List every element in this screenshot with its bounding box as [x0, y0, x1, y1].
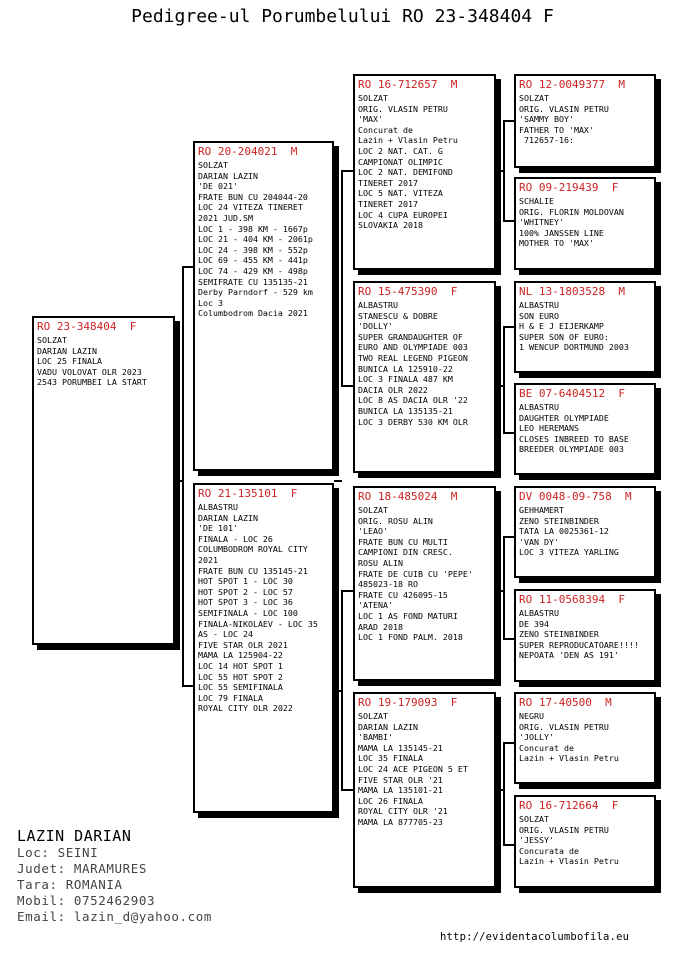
pigeon-detail-line: BUNICA LA 125910-22: [358, 363, 453, 374]
pigeon-detail-line: LOC 79 FINALA: [198, 692, 263, 703]
pigeon-detail-line: Concurat de: [358, 124, 413, 135]
pigeon-detail-line: SOLZAT: [519, 814, 549, 824]
pigeon-detail-line: FRATE BUN CU 204044-20: [198, 191, 308, 202]
ring-number: RO 16-712664 F: [519, 799, 619, 812]
pigeon-detail-line: 100% JANSSEN LINE: [519, 227, 604, 238]
ring-number: RO 19-179093 F: [358, 696, 458, 709]
ring-number: DV 0048-09-758 M: [519, 490, 632, 503]
pigeon-detail-line: SUPER GRANDAUGHTER OF: [358, 331, 463, 342]
pigeon-detail-line: SUPER SON OF EURO:: [519, 331, 609, 342]
pigeon-detail-line: SCHALIE: [519, 196, 554, 206]
ring-number: RO 15-475390 F: [358, 285, 458, 298]
pigeon-card-main[interactable]: [32, 316, 175, 645]
ring-number: RO 23-348404 F: [37, 320, 137, 333]
pigeon-detail-line: SOLZAT: [358, 711, 388, 721]
pigeon-detail-line: Concurata de: [519, 845, 579, 856]
pigeon-detail-line: FIVE STAR OLR 2021: [198, 639, 288, 650]
pigeon-detail-line: SOLZAT: [37, 335, 67, 345]
pigeon-detail-line: LOC 24 ACE PIGEON 5 ET: [358, 763, 468, 774]
pigeon-detail-line: LOC 2 NAT. CAT. G: [358, 145, 443, 156]
pigeon-detail-line: LOC 5 NAT. VITEZA: [358, 188, 443, 199]
pigeon-detail-line: MAMA LA 135101-21: [358, 785, 443, 796]
pigeon-detail-line: TATA LA 0025361-12: [519, 526, 609, 537]
pigeon-detail-line: 2021: [198, 554, 218, 565]
ring-number: RO 20-204021 M: [198, 145, 298, 158]
pigeon-detail-line: DARIAN LAZIN: [37, 345, 97, 356]
pigeon-detail-line: SOLZAT: [198, 160, 228, 170]
pigeon-detail-line: FRATE BUN CU MULTI: [358, 536, 448, 547]
pigeon-detail-line: HOT SPOT 1 - LOC 30: [198, 576, 293, 587]
pigeon-detail-line: LOC 14 HOT SPOT 1: [198, 660, 283, 671]
pigeon-detail-line: 485023-18 RO: [358, 579, 418, 590]
pigeon-card-sire-dam-sire[interactable]: [514, 281, 656, 373]
pigeon-detail-line: ALBASTRU: [519, 300, 559, 310]
pigeon-card-sire[interactable]: [193, 141, 334, 471]
ring-number: RO 21-135101 F: [198, 487, 298, 500]
pigeon-detail-line: 2021 JUD.SM: [198, 212, 253, 223]
pigeon-detail-line: FIVE STAR OLR '21: [358, 774, 443, 785]
pigeon-detail-line: CAMPIONI DIN CRESC.: [358, 547, 453, 558]
pigeon-card-dam[interactable]: [193, 483, 334, 813]
pigeon-card-dam-dam-sire[interactable]: [514, 692, 656, 784]
pigeon-detail-line: COLUMBODROM ROYAL CITY: [198, 544, 308, 555]
owner-county: Judet: MARAMURES: [17, 861, 148, 876]
pigeon-detail-line: TINERET 2017: [358, 177, 418, 188]
pigeon-detail-line: 'WHITNEY': [519, 217, 564, 228]
owner-location: Loc: SEINI: [17, 845, 99, 860]
pigeon-detail-line: 'JOLLY': [519, 732, 554, 743]
pigeon-detail-line: TINERET 2017: [358, 198, 418, 209]
pigeon-detail-line: ROYAL CITY OLR 2022: [198, 703, 293, 714]
pigeon-card-sire-sire[interactable]: [353, 74, 496, 270]
pigeon-detail-line: FATHER TO 'MAX': [519, 124, 594, 135]
pigeon-detail-line: ORIG. ROSU ALIN: [358, 515, 433, 526]
pigeon-detail-line: SOLZAT: [358, 505, 388, 515]
pigeon-card-sire-dam[interactable]: [353, 281, 496, 473]
pigeon-detail-line: LOC 25 FINALA: [37, 356, 102, 367]
pigeon-detail-line: EURO AND OLYMPIADE 003: [358, 342, 468, 353]
pigeon-detail-line: MAMA LA 135145-21: [358, 742, 443, 753]
ring-number: NL 13-1803528 M: [519, 285, 625, 298]
pigeon-detail-line: LOC 1 - 398 KM - 1667p: [198, 223, 308, 234]
pigeon-detail-line: Loc 3: [198, 297, 223, 308]
pigeon-detail-line: DARIAN LAZIN: [198, 170, 258, 181]
pigeon-detail-line: SOLZAT: [519, 93, 549, 103]
pigeon-detail-line: SUPER REPRODUCATOARE!!!!: [519, 639, 639, 650]
pigeon-detail-line: 'LEAO': [358, 526, 388, 537]
pigeon-detail-line: LOC 8 AS DACIA OLR '22: [358, 395, 468, 406]
pigeon-detail-line: 'MAX': [358, 114, 383, 125]
pigeon-card-sire-sire-sire[interactable]: [514, 74, 656, 168]
pigeon-detail-line: LOC 55 SEMIFINALA: [198, 682, 283, 693]
pigeon-detail-line: ORIG. VLASIN PETRU: [519, 824, 609, 835]
pigeon-detail-line: 1 WENCUP DORTMUND 2003: [519, 342, 629, 353]
pigeon-detail-line: HOT SPOT 3 - LOC 36: [198, 597, 293, 608]
pigeon-detail-line: Derby Parndorf - 529 km: [198, 287, 313, 298]
pigeon-detail-line: 'BAMBI': [358, 732, 393, 743]
ring-number: BE 07-6404512 F: [519, 387, 625, 400]
pigeon-card-dam-sire-dam[interactable]: [514, 589, 656, 682]
pigeon-detail-line: AS - LOC 24: [198, 629, 253, 640]
pigeon-detail-line: 'DE 021': [198, 181, 238, 192]
pigeon-detail-line: 'DOLLY': [358, 321, 393, 332]
pigeon-detail-line: 2543 PORUMBEI LA START: [37, 377, 147, 388]
pigeon-detail-line: HOT SPOT 2 - LOC 57: [198, 586, 293, 597]
pigeon-detail-line: LOC 24 - 398 KM - 552p: [198, 244, 308, 255]
pigeon-detail-line: LOC 3 FINALA 487 KM: [358, 374, 453, 385]
pigeon-detail-line: LOC 4 CUPA EUROPEI: [358, 209, 448, 220]
pigeon-detail-line: ROYAL CITY OLR '21: [358, 806, 448, 817]
pigeon-detail-line: ALBASTRU: [358, 300, 398, 310]
pigeon-detail-line: LOC 55 HOT SPOT 2: [198, 671, 283, 682]
pigeon-detail-line: SLOVAKIA 2018: [358, 220, 423, 231]
owner-country: Tara: ROMANIA: [17, 877, 123, 892]
ring-number: RO 17-40500 M: [519, 696, 612, 709]
pigeon-detail-line: ALBASTRU: [519, 608, 559, 618]
pigeon-detail-line: VADU VOLOVAT OLR 2023: [37, 366, 142, 377]
pigeon-detail-line: CLOSES INBREED TO BASE: [519, 433, 629, 444]
pigeon-detail-line: ALBASTRU: [198, 502, 238, 512]
pigeon-detail-line: LOC 69 - 455 KM - 441p: [198, 255, 308, 266]
pigeon-detail-line: SON EURO: [519, 310, 559, 321]
pigeon-detail-line: ARAD 2018: [358, 621, 403, 632]
owner-phone: Mobil: 0752462903: [17, 893, 156, 908]
pigeon-detail-line: Lazin + Vlasin Petru: [519, 856, 619, 867]
owner-info: [17, 828, 212, 925]
pigeon-detail-line: GEHHAMERT: [519, 505, 564, 515]
pigeon-detail-line: LOC 2 NAT. DEMIFOND: [358, 167, 453, 178]
pigeon-detail-line: FRATE BUN CU 135145-21: [198, 565, 308, 576]
pigeon-detail-line: LOC 3 DERBY 530 KM OLR: [358, 416, 468, 427]
pigeon-detail-line: 'JESSY': [519, 835, 554, 846]
owner-name: LAZIN DARIAN: [17, 827, 132, 845]
ring-number: RO 16-712657 M: [358, 78, 458, 91]
pigeon-detail-line: ORIG. VLASIN PETRU: [358, 103, 448, 114]
pigeon-detail-line: DARIAN LAZIN: [198, 512, 258, 523]
ring-number: RO 12-0049377 M: [519, 78, 625, 91]
pigeon-detail-line: LOC 3 VITEZA YARLING: [519, 547, 619, 558]
pigeon-detail-line: LOC 26 FINALA: [358, 795, 423, 806]
pigeon-detail-line: BUNICA LA 135135-21: [358, 405, 453, 416]
pigeon-detail-line: H & E J EIJERKAMP: [519, 321, 604, 332]
pigeon-card-dam-sire-sire[interactable]: [514, 486, 656, 578]
pigeon-detail-line: ZENO STEINBINDER: [519, 629, 599, 640]
pigeon-detail-line: 712657-16:: [519, 135, 574, 146]
pigeon-detail-line: FRATE CU 426095-15: [358, 589, 448, 600]
pigeon-detail-line: FRATE DE CUIB CU 'PEPE': [358, 568, 473, 579]
pigeon-detail-line: NEGRU: [519, 711, 544, 721]
pigeon-detail-line: ROSU ALIN: [358, 557, 403, 568]
pigeon-detail-line: Concurat de: [519, 742, 574, 753]
pigeon-card-dam-dam[interactable]: [353, 692, 496, 888]
pigeon-detail-line: CAMPIONAT OLIMPIC: [358, 156, 443, 167]
pigeon-detail-line: 'DE 101': [198, 523, 238, 534]
pigeon-detail-line: 'SAMMY BOY': [519, 114, 574, 125]
pigeon-detail-line: 'ATENA': [358, 600, 393, 611]
pigeon-detail-line: LOC 1 FOND PALM. 2018: [358, 632, 463, 643]
ring-number: RO 18-485024 M: [358, 490, 458, 503]
pigeon-detail-line: DARIAN LAZIN: [358, 721, 418, 732]
pigeon-detail-line: BREEDER OLYMPIADE 003: [519, 444, 624, 455]
owner-email[interactable]: Email: lazin_d@yahoo.com: [17, 909, 213, 924]
pigeon-detail-line: SOLZAT: [358, 93, 388, 103]
pigeon-detail-line: LOC 24 VITEZA TINERET: [198, 202, 303, 213]
pigeon-detail-line: ORIG. VLASIN PETRU: [519, 103, 609, 114]
pigeon-detail-line: DE 394: [519, 618, 549, 629]
pigeon-detail-line: FINALA - LOC 26: [198, 533, 273, 544]
pigeon-card-dam-sire[interactable]: [353, 486, 496, 681]
page-title: Pedigree-ul Porumbelului RO 23-348404 F: [131, 6, 554, 27]
pigeon-detail-line: LOC 1 AS FOND MATURI: [358, 610, 458, 621]
pigeon-card-dam-dam-dam[interactable]: [514, 795, 656, 888]
pigeon-detail-line: MAMA LA 125904-22: [198, 650, 283, 661]
pigeon-detail-line: ZENO STEINBINDER: [519, 515, 599, 526]
pigeon-detail-line: FINALA-NIKOLAEV - LOC 35: [198, 618, 318, 629]
ring-number: RO 11-0568394 F: [519, 593, 625, 606]
pigeon-detail-line: LOC 74 - 429 KM - 498p: [198, 265, 308, 276]
pigeon-detail-line: ALBASTRU: [519, 402, 559, 412]
pigeon-detail-line: DAUGHTER OLYMPIADE: [519, 412, 609, 423]
pigeon-detail-line: MAMA LA 877705-23: [358, 816, 443, 827]
pigeon-detail-line: MOTHER TO 'MAX': [519, 238, 594, 249]
pigeon-detail-line: ORIG. FLORIN MOLDOVAN: [519, 206, 624, 217]
pigeon-detail-line: Lazin + Vlasin Petru: [358, 135, 458, 146]
pigeon-detail-line: LOC 21 - 404 KM - 2061p: [198, 234, 313, 245]
pigeon-detail-line: TWO REAL LEGEND PIGEON: [358, 352, 468, 363]
pigeon-detail-line: ORIG. VLASIN PETRU: [519, 721, 609, 732]
pigeon-card-sire-sire-dam[interactable]: [514, 177, 656, 270]
website-link[interactable]: http://evidentacolumbofila.eu: [440, 931, 630, 943]
pigeon-detail-line: NEPOATA 'DEN AS 191': [519, 650, 619, 661]
pigeon-detail-line: 'VAN DY': [519, 536, 559, 547]
pigeon-detail-line: STANESCU & DOBRE: [358, 310, 438, 321]
pigeon-detail-line: LEO HEREMANS: [519, 423, 579, 434]
pigeon-detail-line: Lazin + Vlasin Petru: [519, 753, 619, 764]
pigeon-detail-line: SEMIFINALA - LOC 100: [198, 607, 298, 618]
pigeon-detail-line: Columbodrom Dacia 2021: [198, 308, 308, 319]
pigeon-detail-line: DACIA OLR 2022: [358, 384, 428, 395]
pigeon-detail-line: SEMIFRATE CU 135135-21: [198, 276, 308, 287]
pigeon-card-sire-dam-dam[interactable]: [514, 383, 656, 475]
pigeon-detail-line: LOC 35 FINALA: [358, 753, 423, 764]
ring-number: RO 09-219439 F: [519, 181, 619, 194]
